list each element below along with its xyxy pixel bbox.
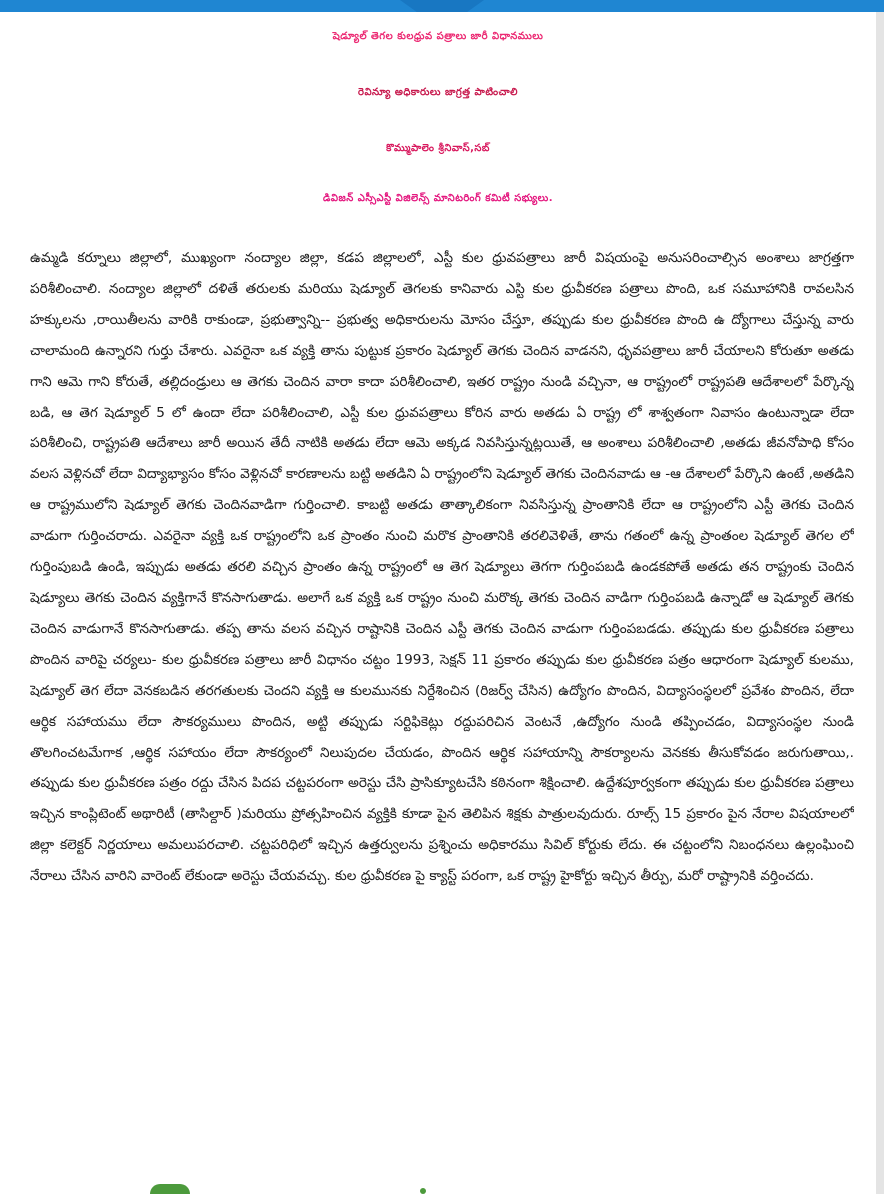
article-body: ఉమ్మడి కర్నూలు జిల్లాలో, ముఖ్యంగా నంద్యాల జిల్లా, కడప జిల్లాలలో, ఎస్టీ కుల ధ్రువపత్రాలు జారీ విషయంపై అనుసరించాల్సిన అంశాలు జాగ్రత్తగా పరిశీలించాలి. నంద్యాల జిల్లాలో దళితే తరులకు మరియు షెడ్యూల్ తెగలకు కానివారు ఎస్టి కుల ధ్రువీకరణ పత్రాలు పొంది, ఒక సమూహానికి రావలసిన హక్కులను ,రాయితీలను వారికి రాకుండా, ప్రభుత్వాన్ని-- ప్రభుత్వ అధికారులను మోసం చేస్తూ, తప్పుడు కుల ధ్రువీకరణ పొంది ఉ ద్యోగాలు చేస్తున్న వారు చాలామంది ఉన్నారని గుర్తు చేశారు. ఎవరైనా ఒక వ్యక్తి తాను పుట్టుక ప్రకారం షెడ్యూల్ తెగకు చెందిన వాడనని, ధృవపత్రాలు జారీ చేయాలని కోరుతూ అతడు గాని ఆమె గాని కోరుతే, తల్లిదండ్రులు ఆ తెగకు చెందిన వారా కాదా పరిశీలించాలి, ఇతర రాష్ట్రం నుండి వచ్చినా, ఆ రాష్ట్రంలో రాష్ట్రపతి ఆదేశాలలో పేర్కొన్న బడి, ఆ తెగ షెడ్యూల్ 5 లో ఉందా లేదా పరిశీలించాలి, ఎస్టీ కుల ధ్రువపత్రాలు కోరిన వారు అతడు ఏ రాష్ట్ర లో శాశ్వతంగా నివాసం ఉంటున్నాడా లేదా పరిశీలించి, రాష్ట్రపతి ఆదేశాలు జారీ అయిన తేదీ నాటికి అతడు లేదా ఆమె అక్కడ నివసిస్తున్నట్లయితే, ఆ అంశాలు పరిశీలించాలి ,అతడు జీవనోపాధి కోసం వలస వెళ్లినచో లేదా విద్యాభ్యాసం కోసం వెళ్లినచో కారణాలను బట్టి అతడిని ఏ రాష్ట్రంలోని షెడ్యూల్ తెగకు చెందినవాడు ఆ -ఆ దేశాలలో పేర్కొని ఉంటే ,అతడిని ఆ రాష్ట్రములోని షెడ్యూల్ తెగకు చెందినవాడిగా గుర్తించాలి. కాబట్టి అతడు తాత్కాలికంగా నివసిస్తున్న ప్రాంతానికి లేదా ఆ రాష్ట్రంలోని ఎస్టీ తెగకు చెందిన వాడుగా గుర్తించరాదు. ఎవరైనా వ్యక్తి ఒక రాష్ట్రంలోని ఒక ప్రాంతం నుంచి మరొక ప్రాంతానికి తరలివెళితే, తాను గతంలో ఉన్న ప్రాంతంల షెడ్యూల్ తెగల లో గుర్తింపుబడి ఉండి, ఇప్పుడు అతడు తరలి వచ్చిన ప్రాంతం ఉన్న రాష్ట్రంలో ఆ తెగ షెడ్యూలు తెగగా గుర్తింపబడి ఉండకపోతే అతడు తన రాష్ట్రంకు చెందిన షెడ్యూలు తెగకు చెందిన వ్యక్తిగానే కొనసాగుతాడు. అలాగే ఒక వ్యక్తి ఒక రాష్ట్రం నుంచి మరొక్క తెగకు చెందిన వాడిగా గుర్తింపబడి ఉన్నాడో ఆ షెడ్యూల్ తెగకు చెందిన వాడుగానే కొనసాగుతాడు. తప్ప తాను వలస వచ్చిన రాష్టానికి చెందిన ఎస్టీ తెగకు చెందిన వాడుగా గుర్తింపబడడు. తప్పుడు కుల ధ్రువీకరణ పత్రాలు పొందిన వారిపై చర్యలు- కుల ధ్రువీకరణ పత్రాలు జారీ విధానం చట్టం 1993, సెక్షన్ 11 ప్రకారం తప్పుడు కుల ధ్రువీకరణ పత్రం ఆధారంగా షెడ్యూల్ కులము, షెడ్యూల్ తెగ లేదా వెనకబడిన తరగతులకు చెందని వ్యక్తి ఆ కులమునకు నిర్దేశించిన (రిజర్వ్ చేసిన) ఉద్యోగం పొందిన, విద్యాసంస్థలలో ప్రవేశం పొందిన, లేదా ఆర్థిక సహాయము లేదా సౌకర్యములు పొందిన, అట్టి తప్పుడు సర్టిఫికెట్లు రద్దుపరిచిన వెంటనే ,ఉద్యోగం నుండి తప్పించడం, విద్యాసంస్థల నుండి తొలగించటమేగాక ,ఆర్థిక సహాయం లేదా సౌకర్యంలో నిలుపుదల చేయడం, పొందిన ఆర్థిక సహాయాన్ని సౌకర్యాలను వెనకకు తీసుకోవడం జరుగుతాయి,. తప్పుడు కుల ధ్రువీకరణ పత్రం రద్దు చేసిన పిదప చట్టపరంగా అరెస్టు చేసి ప్రాసిక్యూటచేసి కఠినంగా శిక్షించాలి. ఉద్దేశపూర్వకంగా తప్పుడు కుల ధ్రువీకరణ పత్రాలు ఇచ్చిన కాంప్లిటెంట్ అథారిటీ (తాసిల్దార్ )మరియు ప్రోత్సహించిన వ్యక్తికి కూడా పైన తెలిపిన శిక్షకు పాత్రులవుదురు. రూల్స్ 15 ప్రకారం పైన నేరాల విషయాలలో జిల్లా కలెక్టర్ నిర్ణయాలు అమలుపరచాలి. చట్టపరిధిలో ఇచ్చిన ఉత్తర్వులను ప్రశ్నించు అధికారము సివిల్ కోర్టుకు లేదు. ఈ చట్టంలోని నిబంధనలు ఉల్లంఘించి నేరాలు చేసిన వారిని వారెంట్ లేకుండా అరెస్టు చేయవచ్చు. కుల ధ్రువీకరణ పై క్యాస్ట్ పరంగా, ఒక రాష్ట్ర హైకోర్టు ఇచ్చిన తీర్పు, మరో రాష్ట్రానికి వర్తించదు.	[30, 250, 854, 885]
footer-leaf-graphic	[150, 1184, 190, 1194]
headline-line-2: రెవిన్యూ అధికారులు జాగ్రత్త పాటించాలి	[358, 87, 518, 98]
footer-dot-graphic	[420, 1188, 426, 1194]
byline-designation: డివిజన్ ఎస్సీఎస్టీ విజిలెన్స్ మానిటరింగ్ కమిటీ సభ్యులు.	[322, 193, 554, 204]
banner-notch	[400, 0, 484, 12]
top-banner-bar	[0, 0, 884, 12]
page-edge	[876, 12, 884, 1194]
headline-line-1: షెడ్యూల్ తెగల కులధ్రువ పత్రాలు జారీ విధానములు	[332, 31, 544, 42]
byline-name: కొమ్ముపాలెం శ్రీనివాస్,సబ్	[386, 143, 490, 154]
